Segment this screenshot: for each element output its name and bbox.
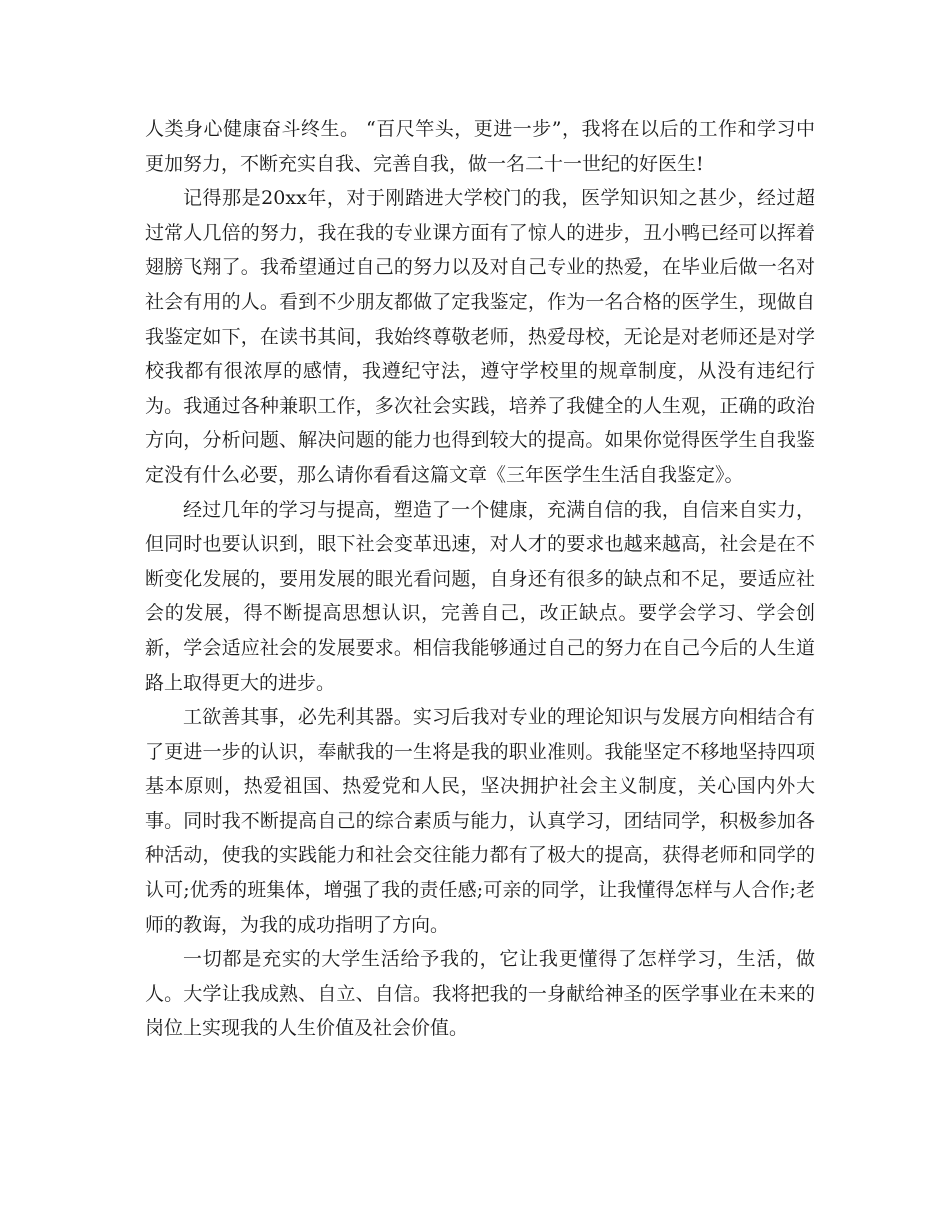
- paragraph-4: 工欲善其事，必先利其器。实习后我对专业的理论知识与发展方向相结合有了更进一步的认识，奉献我的一生将是我的职业准则。我能坚定不移地坚持四项基本原则，热爱祖国、热爱党和人民，坚决拥护社会主义制度，关心国内外大事。同时我不断提高自己的综合素质与能力，认真学习，团结同学，积极参加各种活动，使我的实践能力和社会交往能力都有了极大的提高，获得老师和同学的认可;优秀的班集体，增强了我的责任感;可亲的同学，让我懂得怎样与人合作;老师的教诲，为我的成功指明了方向。: [145, 706, 815, 936]
- paragraph-3: 经过几年的学习与提高，塑造了一个健康，充满自信的我，自信来自实力，但同时也要认识到，眼下社会变革迅速，对人才的要求也越来越高，社会是在不断变化发展的，要用发展的眼光看问题，自身还有很多的缺点和不足，要适应社会的发展，得不断提高思想认识，完善自己，改正缺点。要学会学习、学会创新，学会适应社会的发展要求。相信我能够通过自己的努力在自己今后的人生道路上取得更大的进步。: [145, 498, 815, 694]
- document-body: [145, 112, 815, 1046]
- paragraph-5: 一切都是充实的大学生活给予我的，它让我更懂得了怎样学习，生活，做人。大学让我成熟、自立、自信。我将把我的一身献给神圣的医学事业在未来的岗位上实现我的人生价值及社会价值。: [145, 948, 815, 1040]
- paragraph-1: 人类身心健康奋斗终生。 “百尺竿头，更进一步”，我将在以后的工作和学习中更加努力，不断充实自我、完善自我，做一名二十一世纪的好医生!: [145, 118, 815, 175]
- paragraph-2: 记得那是20xx年，对于刚踏进大学校门的我，医学知识知之甚少，经过超过常人几倍的努力，我在我的专业课方面有了惊人的进步，丑小鸭已经可以挥着翅膀飞翔了。我希望通过自己的努力以及对自己专业的热爱，在毕业后做一名对社会有用的人。看到不少朋友都做了定我鉴定，作为一名合格的医学生，现做自我鉴定如下，在读书其间，我始终尊敬老师，热爱母校，无论是对老师还是对学校我都有很浓厚的感情，我遵纪守法，遵守学校里的规章制度，从没有违纪行为。我通过各种兼职工作，多次社会实践，培养了我健全的人生观，正确的政治方向，分析问题、解决问题的能力也得到较大的提高。如果你觉得医学生自我鉴定没有什么必要，那么请你看看这篇文章《三年医学生生活自我鉴定》。: [145, 187, 815, 486]
